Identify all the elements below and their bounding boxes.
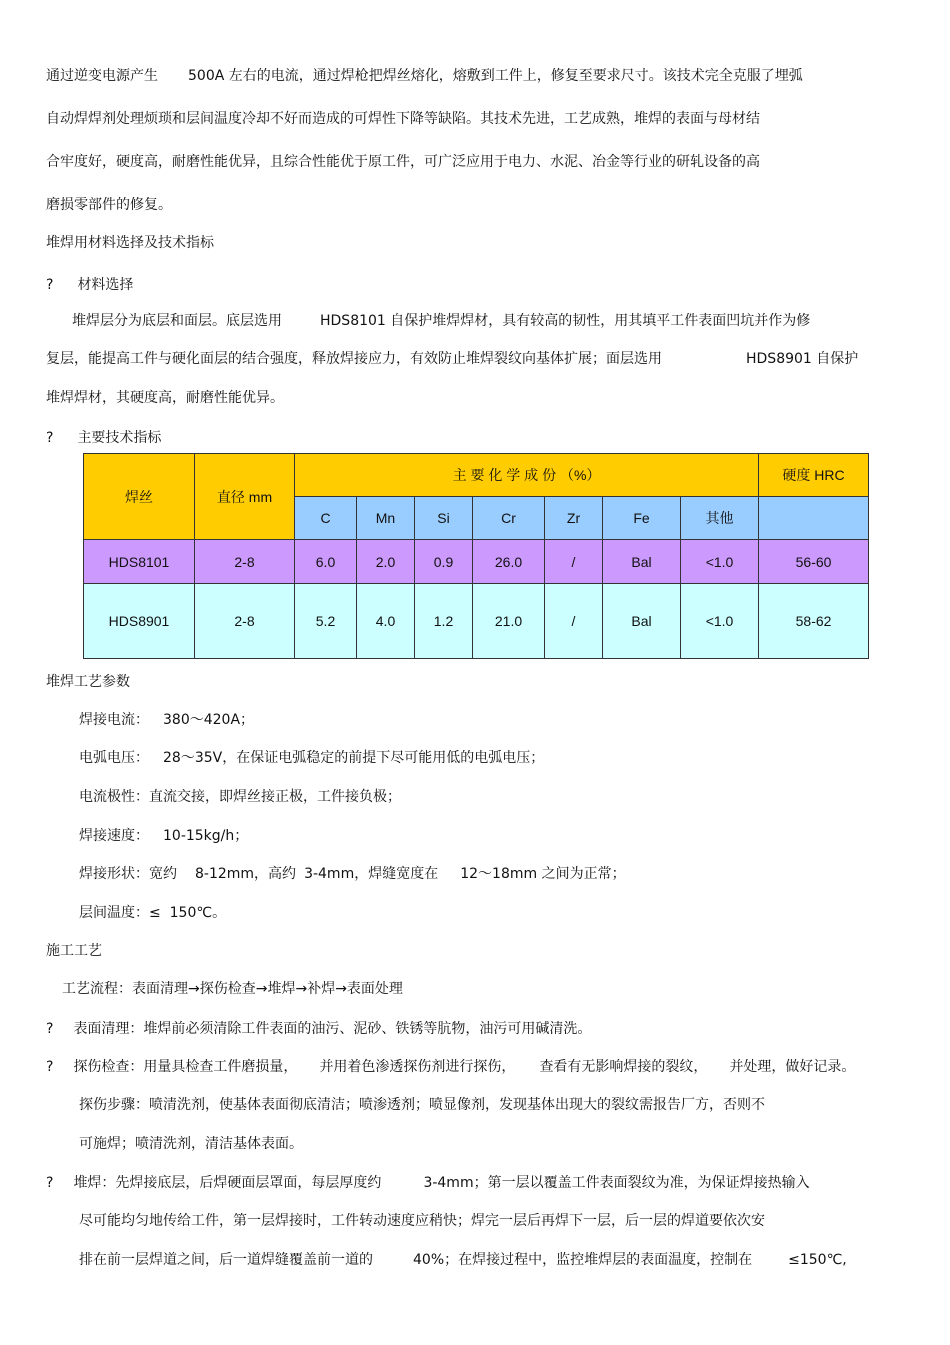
- paragraph-1-line-2: 自动焊焊剂处理烦琐和层间温度冷却不好而造成的可焊性下降等缺陷。其技术先进，工艺成熟，堆焊的表面与母材结: [46, 111, 760, 127]
- welding-line-2: 尽可能均匀地传给工件，第一层焊接时，工件转动速度应稍快；焊完一层后再焊下一层，后一层的焊道要依次安: [79, 1213, 765, 1229]
- welding-line-3: 排在前一层焊道之间，后一道焊缝覆盖前一道的 40%；在焊接过程中，监控堆焊层的表面温度，控制在 ≤150℃,: [79, 1252, 847, 1268]
- cell-cr: 26.0: [473, 540, 545, 584]
- table-row: [84, 540, 869, 584]
- bullet-icon: ?: [46, 430, 54, 446]
- cell-cr: 21.0: [473, 584, 545, 659]
- subheader-fe: Fe: [603, 497, 681, 540]
- header-chemical-composition: 主 要 化 学 成 份 （%）: [295, 454, 759, 497]
- cell-wire: HDS8901: [84, 584, 195, 659]
- cell-diameter: 2-8: [195, 584, 295, 659]
- header-diameter: 直径 mm: [195, 454, 295, 540]
- cell-hardness: 58-62: [759, 584, 869, 659]
- section-title-process: 施工工艺: [46, 943, 102, 959]
- table-row: [84, 584, 869, 659]
- bullet-overlay-welding: ? 堆焊：先焊接底层，后焊硬面层罩面，每层厚度约 3-4mm；第一层以覆盖工件表面裂纹为准，为保证焊接热输入: [46, 1175, 810, 1191]
- cell-other: <1.0: [681, 584, 759, 659]
- cell-mn: 4.0: [357, 584, 415, 659]
- param-current: 焊接电流： 380～420A；: [79, 712, 255, 728]
- param-voltage: 电弧电压： 28～35V，在保证电弧稳定的前提下尽可能用低的电弧电压；: [79, 750, 545, 766]
- param-shape: 焊接形状：宽约 8-12mm，高约 3-4mm，焊缝宽度在 12～18mm 之间为正常；: [79, 866, 626, 882]
- subheader-c: C: [295, 497, 357, 540]
- material-paragraph-line-2: 复层，能提高工件与硬化面层的结合强度，释放焊接应力，有效防止堆焊裂纹向基体扩展；面层选用 HDS8901 自保护: [46, 351, 859, 367]
- bullet-icon: ?: [46, 1021, 54, 1037]
- inspection-steps-line-2: 可施焊；喷清洗剂，清洁基体表面。: [79, 1136, 303, 1152]
- subheader-hardness-blank: [759, 497, 869, 540]
- bullet-technical-indicators: ? 主要技术指标: [46, 430, 162, 446]
- bullet-material-selection: ? 材料选择: [46, 277, 134, 293]
- header-wire: 焊丝: [84, 454, 195, 540]
- technical-spec-table: [83, 453, 869, 659]
- bullet-icon: ?: [46, 1175, 54, 1191]
- param-polarity: 电流极性：直流交接，即焊丝接正极，工件接负极；: [79, 789, 401, 805]
- paragraph-1-line-3: 合牢度好，硬度高，耐磨性能优异，且综合性能优于原工件，可广泛应用于电力、水泥、冶金等行业的研轧设备的高: [46, 154, 760, 170]
- subheader-other: 其他: [681, 497, 759, 540]
- material-paragraph-line-3: 堆焊焊材，其硬度高，耐磨性能优异。: [46, 390, 284, 406]
- cell-c: 6.0: [295, 540, 357, 584]
- material-paragraph-line-1: 堆焊层分为底层和面层。底层选用 HDS8101 自保护堆焊焊材，具有较高的韧性，用其填平工件表面凹坑并作为修: [72, 313, 811, 329]
- section-title-material: 堆焊用材料选择及技术指标: [46, 235, 214, 251]
- subheader-cr: Cr: [473, 497, 545, 540]
- cell-diameter: 2-8: [195, 540, 295, 584]
- section-title-params: 堆焊工艺参数: [46, 674, 130, 690]
- cell-wire: HDS8101: [84, 540, 195, 584]
- header-hardness: 硬度 HRC: [759, 454, 869, 497]
- cell-other: <1.0: [681, 540, 759, 584]
- cell-si: 0.9: [415, 540, 473, 584]
- subheader-zr: Zr: [545, 497, 603, 540]
- inspection-steps-line-1: 探伤步骤：喷清洗剂，使基体表面彻底清洁；喷渗透剂；喷显像剂，发现基体出现大的裂纹需报告厂方，否则不: [79, 1097, 765, 1113]
- param-speed: 焊接速度： 10-15kg/h；: [79, 828, 249, 844]
- cell-si: 1.2: [415, 584, 473, 659]
- param-interpass-temp: 层间温度：≤ 150℃。: [79, 905, 227, 921]
- bullet-icon: ?: [46, 1059, 54, 1075]
- cell-zr: /: [545, 540, 603, 584]
- cell-mn: 2.0: [357, 540, 415, 584]
- subheader-si: Si: [415, 497, 473, 540]
- subheader-mn: Mn: [357, 497, 415, 540]
- cell-fe: Bal: [603, 540, 681, 584]
- cell-c: 5.2: [295, 584, 357, 659]
- bullet-flaw-inspection: ? 探伤检查：用量具检查工件磨损量， 并用着色渗透探伤剂进行探伤， 查看有无影响焊接的裂纹， 并处理，做好记录。: [46, 1059, 856, 1075]
- cell-hardness: 56-60: [759, 540, 869, 584]
- cell-fe: Bal: [603, 584, 681, 659]
- cell-zr: /: [545, 584, 603, 659]
- paragraph-1-line-1: 通过逆变电源产生 500A 左右的电流，通过焊枪把焊丝熔化，熔敷到工件上，修复至要求尺寸。该技术完全克服了埋弧: [46, 68, 803, 84]
- paragraph-1-line-4: 磨损零部件的修复。: [46, 197, 172, 213]
- bullet-surface-cleaning: ? 表面清理：堆焊前必须清除工件表面的油污、泥砂、铁锈等肮物，油污可用碱清洗。: [46, 1021, 592, 1037]
- process-flow: 工艺流程：表面清理→探伤检查→堆焊→补焊→表面处理: [62, 981, 403, 997]
- bullet-icon: ?: [46, 277, 54, 293]
